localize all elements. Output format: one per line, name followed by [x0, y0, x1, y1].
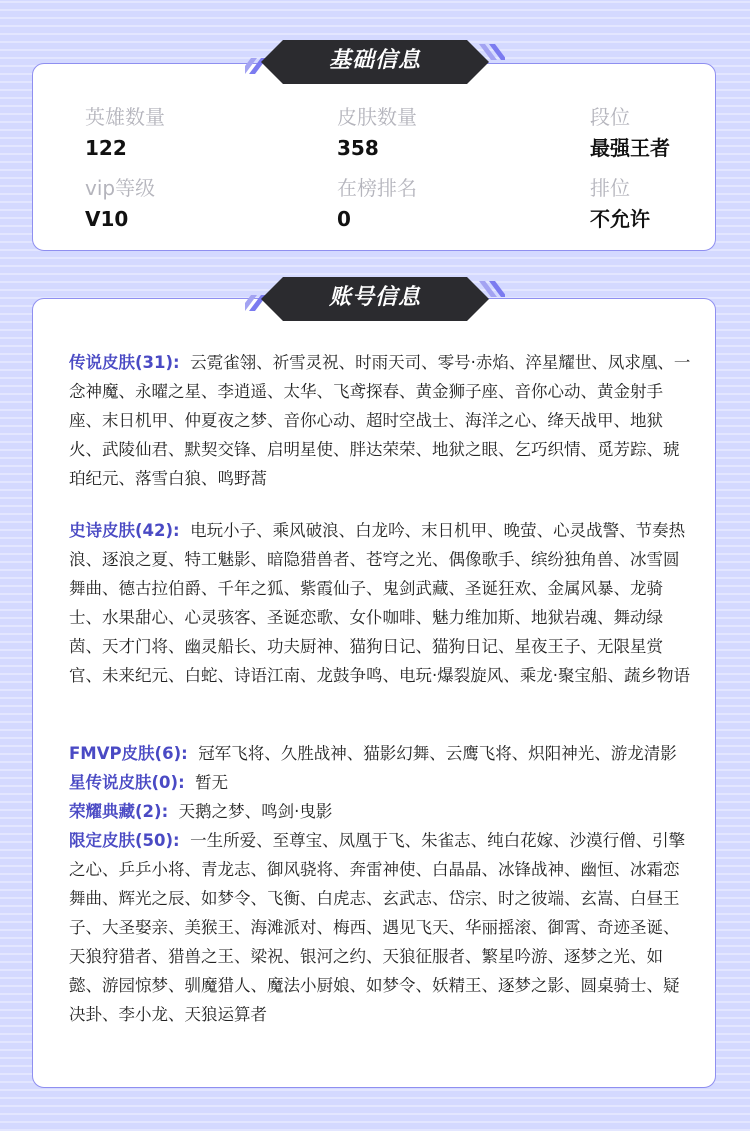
category-label: 星传说皮肤(0):	[69, 773, 185, 792]
stat-label: 段位	[590, 105, 630, 129]
category-label: 荣耀典藏(2):	[69, 802, 169, 821]
skin-list: 一生所爱、至尊宝、凤凰于飞、朱雀志、纯白花嫁、沙漠行僧、引擎之心、乒乒小将、青龙志、御风骁将、奔雷神使、白晶晶、冰锋战神、幽恒、冰霜恋舞曲、辉光之辰、如梦令、飞衡、白虎志、玄武志、岱宗、时之彼端、玄嵩、白昼王子、大圣娶亲、美猴王、海滩派对、梅西、遇见飞天、华丽摇滚、御霄、奇迹圣诞、天狼狩猎者、猎兽之王、梁祝、银河之约、天狼征服者、繁星吟游、逐梦之光、如懿、游园惊梦、驯魔猎人、魔法小厨娘、如梦令、妖精王、逐梦之影、圆桌骑士、疑决卦、李小龙、天狼运算者	[69, 831, 686, 1024]
account-info-title-banner	[245, 275, 505, 323]
fmvp-skins-row	[69, 739, 693, 768]
stat-hero-count	[85, 102, 165, 163]
star-legend-skins-row	[69, 768, 693, 797]
category-label: FMVP皮肤(6):	[69, 744, 188, 763]
stat-value: 358	[337, 136, 379, 160]
skin-list: 暂无	[195, 773, 229, 792]
skin-list: 冠军飞将、久胜战神、猫影幻舞、云鹰飞将、炽阳神光、游龙清影	[198, 744, 677, 763]
stat-skin-count	[337, 102, 417, 163]
stat-label: 皮肤数量	[337, 105, 417, 129]
stat-value: 122	[85, 136, 127, 160]
account-info-title: 账号信息	[328, 285, 421, 310]
stat-label: vip等级	[85, 176, 156, 200]
category-label: 史诗皮肤(42):	[69, 521, 180, 540]
skin-list: 天鹅之梦、鸣剑·曳影	[178, 802, 333, 821]
skin-list: 电玩小子、乘风破浪、白龙吟、末日机甲、晚萤、心灵战警、节奏热浪、逐浪之夏、特工魅影、暗隐猎兽者、苍穹之光、偶像歌手、缤纷独角兽、冰雪圆舞曲、德古拉伯爵、千年之狐、紫霞仙子、鬼剑武藏、圣诞狂欢、金属风暴、龙骑士、水果甜心、心灵骇客、圣诞恋歌、女仆咖啡、魅力维加斯、地狱岩魂、舞动绿茵、天才门将、幽灵船长、功夫厨神、猫狗日记、猫狗日记、星夜王子、无限星赏官、未来纪元、白蛇、诗语江南、龙鼓争鸣、电玩·爆裂旋风、乘龙·聚宝船、蔬乡物语	[69, 521, 690, 685]
category-label: 限定皮肤(50):	[69, 831, 180, 850]
stat-rank-tier	[590, 102, 670, 163]
skin-list: 云霓雀翎、祈雪灵祝、时雨天司、零号·赤焰、淬星耀世、凤求凰、一念神魔、永曜之星、李逍遥、太华、飞鸢探春、黄金狮子座、音你心动、黄金射手座、末日机甲、仲夏夜之梦、音你心动、超时空战士、海洋之心、绛天战甲、地狱火、武陵仙君、默契交锋、启明星使、胖达荣荣、地狱之眼、乞巧织情、觅芳踪、琥珀纪元、落雪白狼、鸣野蒿	[69, 353, 691, 488]
other-skins-section	[69, 739, 693, 1029]
category-label: 传说皮肤(31):	[69, 353, 180, 372]
stat-value: 最强王者	[590, 136, 670, 160]
epic-skins-section	[69, 516, 693, 690]
stat-vip-level	[85, 173, 155, 234]
stat-label: 英雄数量	[85, 105, 165, 129]
stat-label: 排位	[590, 176, 630, 200]
stat-value: 0	[337, 207, 351, 231]
stat-ranked	[590, 173, 650, 234]
glory-collection-row	[69, 797, 693, 826]
stat-value: 不允许	[590, 207, 650, 231]
stat-label: 在榜排名	[337, 176, 417, 200]
legend-skins-section	[69, 348, 693, 493]
limited-skins-row	[69, 826, 693, 1029]
basic-info-title-banner	[245, 38, 505, 86]
stat-leaderboard-rank	[337, 173, 417, 234]
basic-info-card	[32, 63, 716, 251]
account-info-card	[32, 298, 716, 1088]
stat-value: V10	[85, 207, 129, 231]
basic-info-title: 基础信息	[328, 48, 421, 73]
